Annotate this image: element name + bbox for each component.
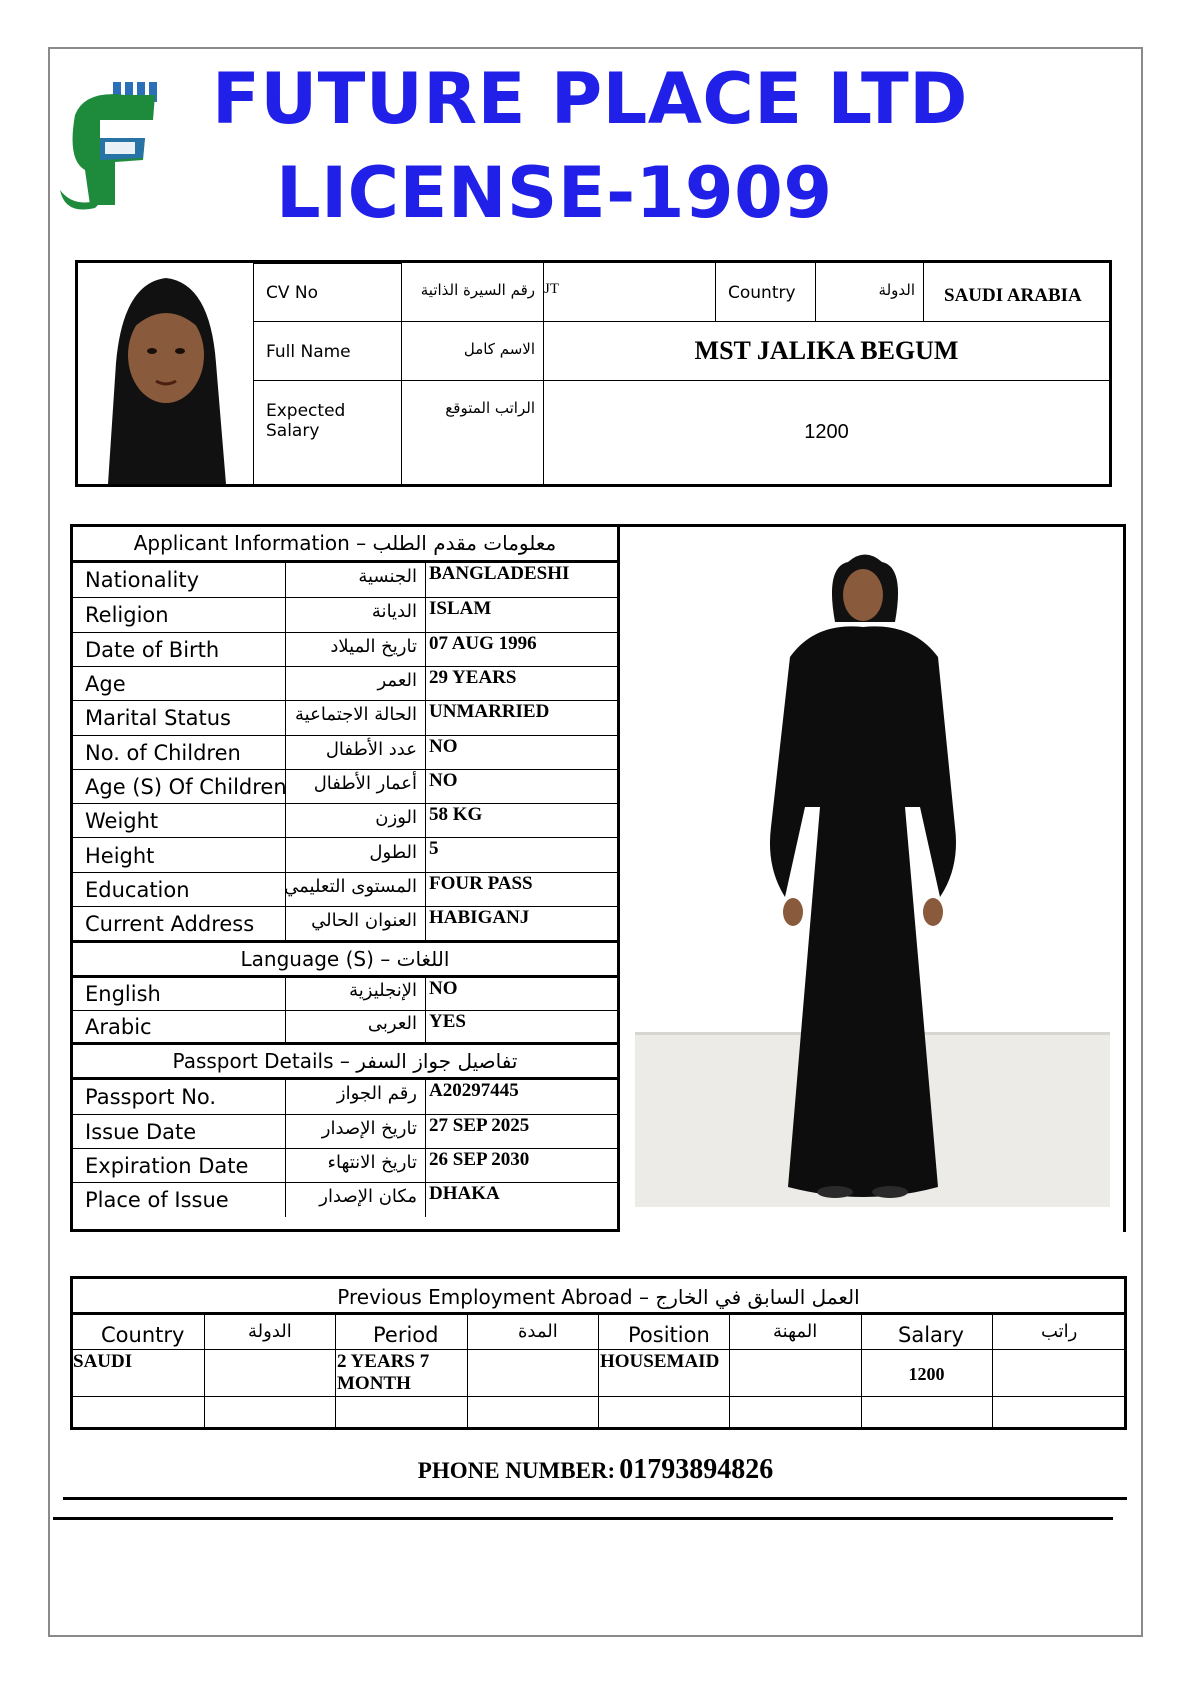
info-row — [73, 803, 617, 837]
row-label-ar: الديانة — [371, 601, 417, 623]
row-label-ar: العنوان الحالي — [311, 910, 417, 932]
country-value: SAUDI ARABIA — [944, 285, 1082, 306]
row-label: Nationality — [85, 568, 200, 593]
info-row — [73, 837, 617, 871]
emp-header-country: Country — [101, 1323, 185, 1347]
row-label: Place of Issue — [85, 1188, 229, 1213]
full-name-label-ar: الاسم كامل — [463, 340, 535, 358]
row-value: YES — [429, 1011, 466, 1033]
info-row — [73, 906, 617, 940]
full-name-value: MST JALIKA BEGUM — [694, 336, 959, 365]
row-label-ar: الطول — [369, 841, 417, 863]
row-label-ar: رقم الجواز — [336, 1083, 417, 1105]
info-row — [73, 563, 617, 597]
row-value: NO — [429, 735, 458, 757]
row-label-ar: الوزن — [375, 807, 417, 829]
full-body-photo — [620, 527, 1123, 1232]
info-row — [73, 666, 617, 700]
emp-header-period-ar: المدة — [518, 1321, 558, 1342]
emp-header-period: Period — [373, 1323, 439, 1347]
row-value: HABIGANJ — [429, 907, 530, 928]
info-row — [73, 632, 617, 666]
expected-salary-value: 1200 — [804, 421, 849, 443]
emp-header-salary-ar: راتب — [1041, 1321, 1078, 1342]
row-label-ar: أعمار الأطفال — [313, 772, 417, 794]
row-label-ar: العمر — [377, 670, 417, 692]
row-value: BANGLADESHI — [429, 563, 570, 584]
info-row — [73, 1114, 617, 1148]
row-label: Age (S) Of Children — [85, 774, 287, 799]
language-section-title: Language (S) – اللغات — [73, 940, 617, 978]
row-label: Age — [85, 672, 126, 697]
license-number: LICENSE-1909 — [276, 152, 833, 234]
emp-country-value: SAUDI — [73, 1351, 133, 1372]
company-name: FUTURE PLACE LTD — [212, 58, 968, 140]
emp-position-value: HOUSEMAID — [600, 1351, 720, 1372]
emp-salary-value: 1200 — [908, 1364, 945, 1384]
row-value: 26 SEP 2030 — [429, 1149, 530, 1171]
row-label-ar: تاريخ الميلاد — [330, 635, 417, 657]
row-label: Arabic — [85, 1015, 152, 1040]
cv-no-value: JT — [544, 281, 559, 297]
row-label: English — [85, 982, 161, 1007]
footer-rule-2 — [53, 1517, 1113, 1520]
row-value: 29 YEARS — [429, 666, 517, 688]
row-label: Expiration Date — [85, 1154, 249, 1179]
applicant-info-title: Applicant Information – معلومات مقدم الطلب — [73, 527, 617, 563]
expected-salary-label: Expected Salary — [266, 401, 346, 441]
applicant-portrait — [78, 263, 253, 484]
row-value: DHAKA — [429, 1183, 500, 1205]
row-value: NO — [429, 769, 458, 791]
row-value: UNMARRIED — [429, 701, 550, 723]
row-label: Date of Birth — [85, 637, 220, 662]
row-label-ar: تاريخ الإصدار — [321, 1118, 417, 1140]
previous-employment-table — [70, 1276, 1127, 1430]
full-body-photo-box — [620, 524, 1126, 1232]
passport-section-title: Passport Details – تفاصيل جواز السفر — [73, 1042, 617, 1080]
row-value: A20297445 — [429, 1080, 519, 1102]
row-label: Issue Date — [85, 1120, 197, 1145]
row-label-ar: مكان الإصدار — [319, 1186, 417, 1208]
info-row — [73, 1182, 617, 1216]
previous-employment-title: Previous Employment Abroad – العمل السابق في الخارج — [73, 1279, 1124, 1315]
row-value: FOUR PASS — [429, 872, 533, 894]
info-row — [73, 1080, 617, 1114]
emp-header-position-ar: المهنة — [773, 1321, 818, 1342]
row-label: Education — [85, 877, 190, 902]
company-logo — [55, 80, 165, 215]
applicant-info-table — [70, 524, 620, 1232]
info-row — [73, 872, 617, 906]
cv-no-label: CV No — [266, 283, 319, 303]
info-row — [73, 735, 617, 769]
row-label: Current Address — [85, 912, 255, 937]
phone-label: PHONE NUMBER: — [417, 1458, 616, 1483]
phone-value: 01793894826 — [619, 1454, 774, 1485]
cv-no-label-ar: رقم السيرة الذاتية — [420, 281, 535, 299]
info-row — [73, 769, 617, 803]
row-label-ar: المستوى التعليمي — [284, 875, 417, 897]
info-row — [73, 700, 617, 734]
expected-salary-label-ar: الراتب المتوقع — [445, 399, 535, 417]
row-value: ISLAM — [429, 598, 492, 620]
row-label-ar: الجنسية — [358, 566, 417, 588]
row-value: 58 KG — [429, 804, 483, 826]
emp-header-position: Position — [628, 1323, 710, 1347]
row-label-ar: عدد الأطفال — [325, 738, 417, 760]
row-label: Height — [85, 843, 155, 868]
row-label-ar: الإنجليزية — [349, 980, 417, 1002]
emp-period-value: 2 YEARS 7 MONTH — [337, 1351, 430, 1394]
row-value: 07 AUG 1996 — [429, 632, 537, 654]
row-value: 27 SEP 2025 — [429, 1115, 530, 1137]
row-label: No. of Children — [85, 740, 241, 765]
footer-rule-1 — [63, 1497, 1127, 1500]
emp-header-country-ar: الدولة — [248, 1321, 292, 1342]
row-value: NO — [429, 978, 458, 1000]
country-label-ar: الدولة — [878, 281, 915, 299]
row-label: Passport No. — [85, 1085, 217, 1110]
row-label-ar: الحالة الاجتماعية — [295, 704, 417, 726]
info-row — [73, 978, 617, 1010]
row-label-ar: تاريخ الانتهاء — [327, 1152, 417, 1174]
info-row — [73, 1148, 617, 1182]
full-name-label: Full Name — [266, 342, 351, 362]
emp-header-salary: Salary — [898, 1323, 964, 1347]
country-label: Country — [728, 283, 796, 303]
row-label: Religion — [85, 603, 169, 628]
row-label: Marital Status — [85, 706, 231, 731]
summary-box — [75, 260, 1112, 487]
info-row — [73, 597, 617, 631]
info-row — [73, 1010, 617, 1042]
row-label-ar: العربى — [367, 1013, 417, 1035]
row-value: 5 — [429, 838, 439, 860]
row-label: Weight — [85, 809, 159, 834]
phone-number-line — [0, 1454, 1191, 1486]
